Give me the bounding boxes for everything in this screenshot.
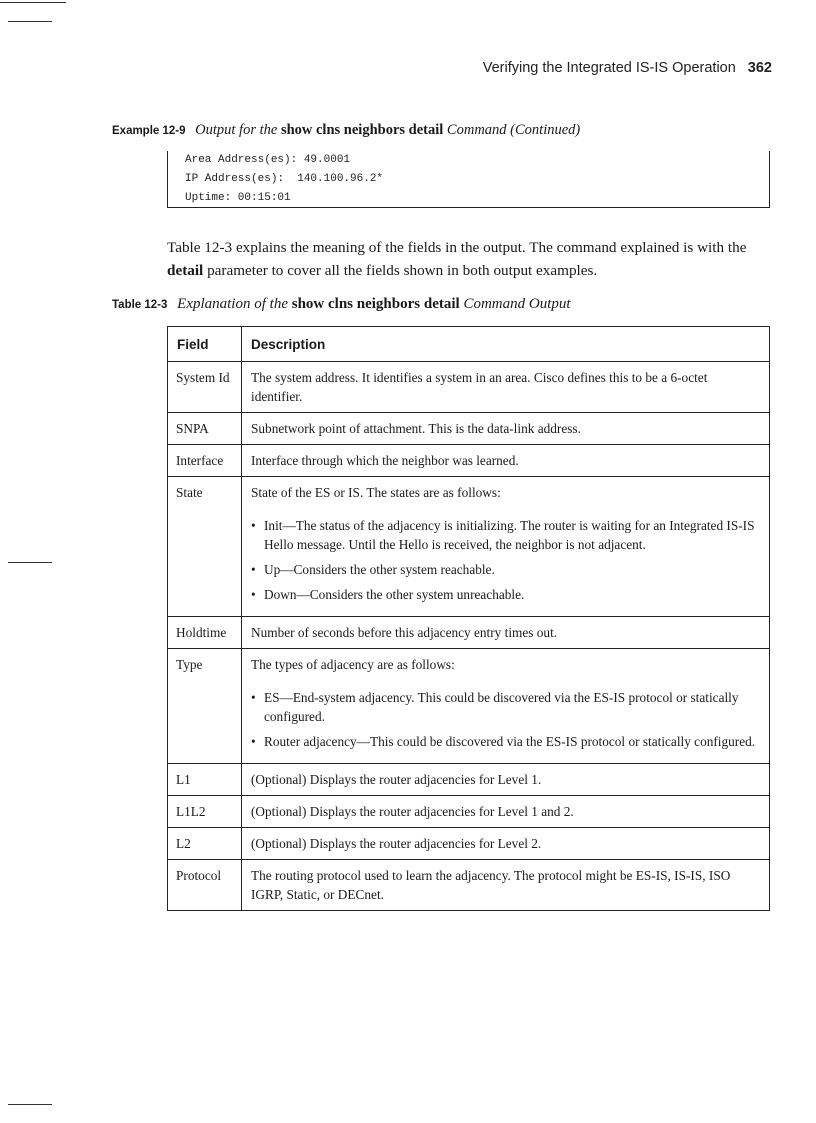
list-item: • Init—The status of the adjacency is initializing. The router is waiting for an Integrated IS-IS Hello message. Until the Hello is received, the neighbor is not adjacent. (251, 516, 760, 554)
table-row (168, 445, 770, 477)
table-row (168, 764, 770, 796)
fields-table (167, 326, 770, 911)
field-cell: Type (168, 649, 242, 764)
crop-mark (8, 562, 52, 563)
description-cell (242, 477, 770, 617)
table-caption-command: show clns neighbors detail (291, 296, 460, 312)
table-row (168, 477, 770, 617)
field-cell: L2 (168, 828, 242, 860)
description-text: State of the ES or IS. The states are as follows: (251, 485, 501, 500)
description-text: The types of adjacency are as follows: (251, 657, 455, 672)
list-item: • Up—Considers the other system reachable. (251, 560, 760, 579)
example-caption-pre: Output for the (195, 122, 278, 138)
table-row (168, 796, 770, 828)
description-cell: The system address. It identifies a system in an area. Cisco defines this to be a 6-octet identifier. (242, 362, 770, 413)
table-caption (112, 296, 571, 313)
header-field: Field (168, 327, 242, 362)
crop-mark (0, 2, 66, 3)
field-cell: Holdtime (168, 617, 242, 649)
description-cell: Subnetwork point of attachment. This is the data-link address. (242, 413, 770, 445)
bullet-list (251, 688, 760, 751)
crop-mark (8, 1104, 52, 1105)
table-caption-post: Command Output (463, 296, 571, 312)
paragraph-bold-word: detail (167, 262, 204, 279)
description-cell: Interface through which the neighbor was learned. (242, 445, 770, 477)
running-head-title: Verifying the Integrated IS-IS Operation (482, 60, 736, 76)
table-row (168, 860, 770, 911)
description-cell: (Optional) Displays the router adjacencies for Level 1 and 2. (242, 796, 770, 828)
field-cell: L1 (168, 764, 242, 796)
list-item: • Down—Considers the other system unreachable. (251, 585, 760, 604)
crop-mark (8, 21, 52, 22)
description-cell: (Optional) Displays the router adjacencies for Level 2. (242, 828, 770, 860)
description-cell: Number of seconds before this adjacency entry times out. (242, 617, 770, 649)
example-caption-command: show clns neighbors detail (280, 122, 444, 138)
table-row (168, 649, 770, 764)
paragraph-text: Table 12-3 explains the meaning of the fields in the output. The command explained is with the (167, 239, 747, 256)
field-cell: System Id (168, 362, 242, 413)
example-caption (112, 122, 580, 139)
field-cell: L1L2 (168, 796, 242, 828)
description-cell (242, 649, 770, 764)
code-line: Area Address(es): 49.0001 (185, 154, 351, 166)
description-cell: (Optional) Displays the router adjacencies for Level 1. (242, 764, 770, 796)
body-paragraph (167, 236, 767, 282)
table-row (168, 617, 770, 649)
code-output-box (167, 151, 770, 208)
page-number: 362 (747, 60, 772, 76)
example-caption-post: Command (Continued) (446, 122, 581, 138)
table-label: Table 12-3 (112, 299, 168, 311)
list-item: • ES—End-system adjacency. This could be discovered via the ES-IS protocol or statically configured. (251, 688, 760, 726)
description-cell: The routing protocol used to learn the adjacency. The protocol might be ES-IS, IS-IS, ISO IGRP, Static, or DECnet. (242, 860, 770, 911)
field-cell: State (168, 477, 242, 617)
header-description: Description (242, 327, 770, 362)
field-cell: Interface (168, 445, 242, 477)
field-cell: Protocol (168, 860, 242, 911)
list-item: • Router adjacency—This could be discovered via the ES-IS protocol or statically configured. (251, 732, 760, 751)
running-head (483, 60, 772, 76)
code-line: Uptime: 00:15:01 (185, 192, 291, 204)
code-line: IP Address(es): 140.100.96.2* (185, 173, 384, 185)
table-row (168, 413, 770, 445)
field-cell: SNPA (168, 413, 242, 445)
table-header-row (168, 327, 770, 362)
paragraph-text-end: parameter to cover all the fields shown in both output examples. (203, 262, 598, 279)
table-caption-pre: Explanation of the (177, 296, 288, 312)
example-label: Example 12-9 (112, 125, 186, 137)
table-row (168, 828, 770, 860)
table-row (168, 362, 770, 413)
bullet-list (251, 516, 760, 604)
